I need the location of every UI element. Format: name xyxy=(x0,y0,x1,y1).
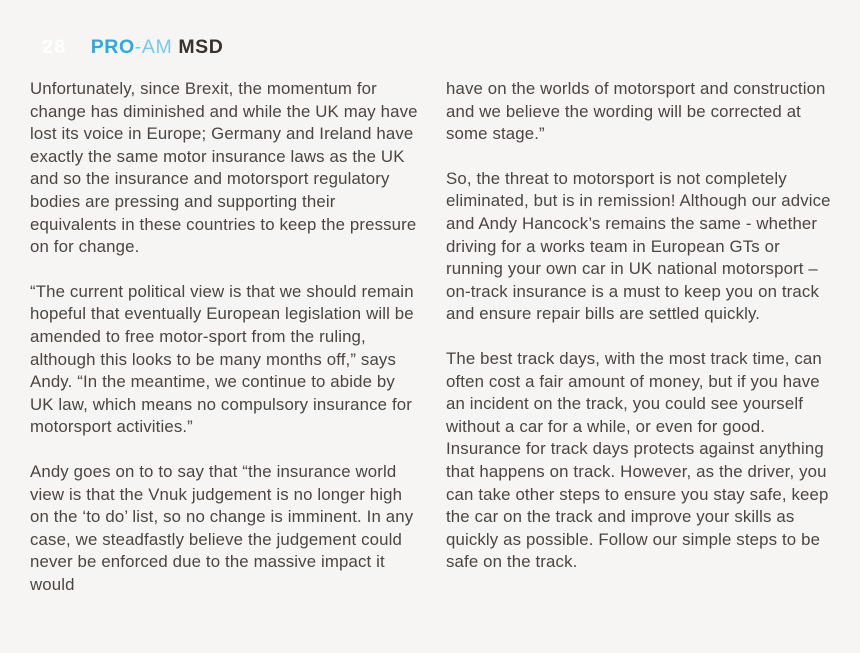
paragraph: The best track days, with the most track time, can often cost a fair amount of money, but if you have an incident on the track, you could see yourself without a car for a while, or even for good. Insurance for track days protects against anything that happens on track. However, as the driver, you can take other steps to ensure you stay safe, keep the car on the track and improve your skills as quickly as possible. Follow our simple steps to be safe on the track. xyxy=(446,348,829,572)
article-body xyxy=(30,78,836,596)
paragraph: Unfortunately, since Brexit, the momentum for change has diminished and while the UK may have lost its voice in Europe; Germany and Ireland have exactly the same motor insurance laws as the UK and so the insurance and motorsport regulatory bodies are pressing and supporting their equivalents in these countries to keep the pressure on for change. xyxy=(30,79,418,257)
page-header xyxy=(42,36,223,59)
brand-logo-msd: MSD xyxy=(178,36,224,58)
paragraph: So, the threat to motorsport is not completely eliminated, but is in remission! Although our advice and Andy Hancock’s remains the same - whether driving for a works team in European GTs or running your own car in UK national motorsport – on-track insurance is a must to keep you on track and ensure repair bills are settled quickly. xyxy=(446,168,831,324)
brand-logo-pro: PRO xyxy=(90,36,135,58)
paragraph: Andy goes on to to say that “the insurance world view is that the Vnuk judgement is no longer high on the ‘to do’ list, so no change is imminent. In any case, we steadfastly believe the judgement could never be enforced due to the massive impact it would xyxy=(30,461,414,594)
article-column-left xyxy=(30,78,420,596)
article-column-right xyxy=(446,78,836,596)
paragraph: “The current political view is that we should remain hopeful that eventually European legislation will be amended to free motor-sport from the ruling, although this looks to be many months off,” says Andy. “In the meantime, we continue to abide by UK law, which means no compulsory insurance for motorsport activities.” xyxy=(30,281,414,437)
brand-logo xyxy=(91,36,224,59)
brand-logo-am: -AM xyxy=(134,36,173,58)
page-number: 28 xyxy=(42,36,67,58)
paragraph: have on the worlds of motorsport and construction and we believe the wording will be corrected at some stage.” xyxy=(446,79,826,144)
